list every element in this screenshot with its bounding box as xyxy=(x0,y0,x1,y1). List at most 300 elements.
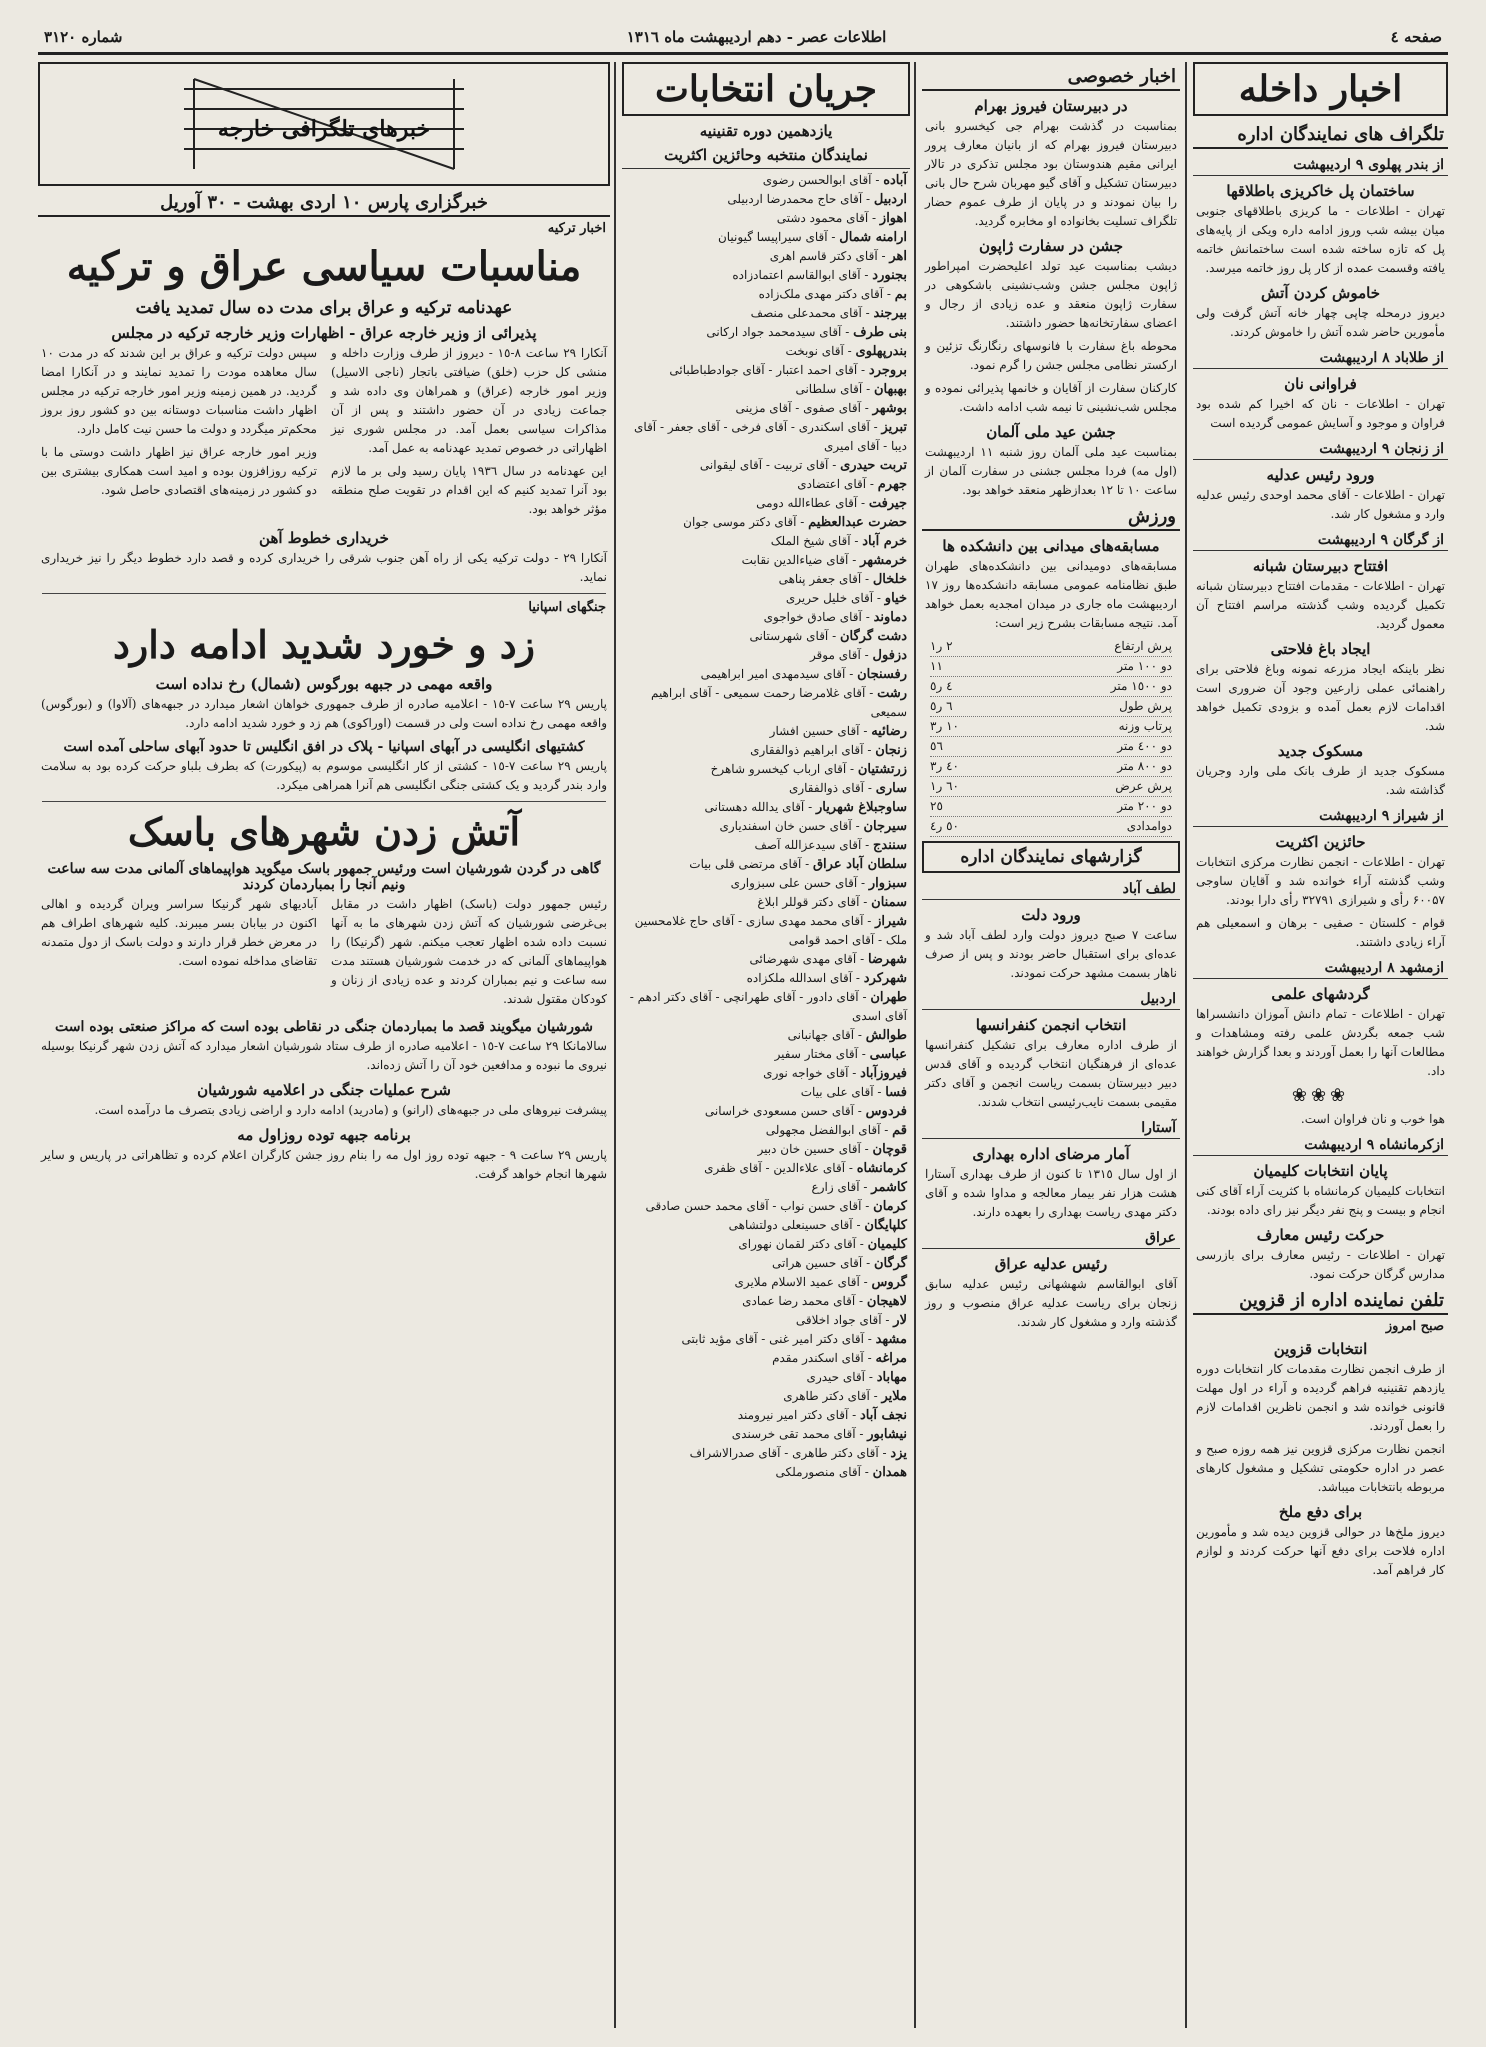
text-field-trips: تهران - اطلاعات - تمام دانش آموزان دانشسراها شب جمعه بگردش علمی رفته ومشاهدات و مطالعات آنها را بعمل آوردند و بعدا گزارش خواهند داد. xyxy=(1196,1007,1445,1078)
column-domestic-news xyxy=(1193,62,1448,2028)
headline-conference: انتخاب انجمن کنفرانسها xyxy=(975,1016,1127,1034)
candidate-name: آقای اسکندر مقدم xyxy=(772,1351,864,1365)
candidate-name: آقای جواد اخلاقی xyxy=(795,1313,882,1327)
candidate-entry: بروجرد - آقای احمد اعتبار - آقای جوادطباطبائی xyxy=(669,363,907,378)
city-ardabil: اردبیل xyxy=(922,989,1180,1010)
candidate-name: آقای حسین هراتی xyxy=(771,1256,863,1270)
candidate-name: آقای دکتر امیر غنی - آقای مؤید ثابتی xyxy=(681,1332,864,1346)
event-result: ٢٥ xyxy=(930,799,943,813)
subtitle-sport: ورزش xyxy=(922,504,1180,531)
constituency: آباده xyxy=(883,173,907,188)
dateline-pars: خبرگزاری پارس ١٠ اردی بهشت - ٣٠ آوریل xyxy=(38,190,610,217)
headline-field-trips: گردشهای علمی xyxy=(1271,985,1370,1003)
dateline-bandar-pahlavi: از بندر پهلوی ٩ اردیبهشت xyxy=(1193,155,1448,176)
candidate-name: آقای علاءالدین - آقای ظفری xyxy=(704,1161,846,1175)
column-rule xyxy=(1185,62,1187,2028)
issue-number: شماره ٣١٢٠ xyxy=(44,28,123,46)
column-foreign-news xyxy=(38,62,610,2028)
page-number: صفحه ٤ xyxy=(1390,28,1442,46)
sub-rebels: شورشیان میگویند قصد ما بمباردمان جنگی در نقاطی بوده است که مراکز صنعتی بوده است xyxy=(55,1019,593,1035)
candidate-name: آقای نوبخت xyxy=(785,344,844,358)
constituency: کلیمیان xyxy=(867,1237,907,1252)
candidate-name: آقای دکتر طاهری - آقای صدرالاشراف xyxy=(689,1446,879,1460)
event-name: دو ١٥٠٠ متر xyxy=(1110,679,1172,693)
candidate-entry: رفسنجان - آقای سیدمهدی امیر ابراهیمی xyxy=(700,667,907,682)
constituency: ساری xyxy=(875,781,907,796)
text-fire: دیروز درمحله چاپی چهار خانه آتش گرفت ولی مأمورین حاضر شده آتش را خاموش کردند. xyxy=(1196,306,1445,339)
candidate-entry: عباسی - آقای مختار سفیر xyxy=(774,1047,907,1062)
event-result: ١٠ ر٣ xyxy=(930,719,959,733)
headline-night-school: افتتاح دبیرستان شبانه xyxy=(1252,557,1389,575)
sub-may-day: برنامه جبهه توده روزاول مه xyxy=(237,1126,411,1144)
candidate-name: آقای حاج محمدرضا اردبیلی xyxy=(727,192,863,206)
constituency: سمنان xyxy=(871,895,907,910)
dateline-zanjan: از زنجان ٩ اردیبهشت xyxy=(1193,439,1448,460)
column-private-news xyxy=(922,62,1180,2028)
constituency: فسا xyxy=(885,1085,907,1100)
candidate-name: آقای سیراپیسا گیونیان xyxy=(717,230,828,244)
constituency: مهاباد xyxy=(876,1370,907,1385)
sub-treaty: عهدنامه ترکیه و عراق برای مدت ده سال تمدید یافت xyxy=(135,298,513,318)
constituency: خرمشهر xyxy=(860,553,907,568)
label-turkey-news: اخبار ترکیه xyxy=(547,221,606,236)
candidate-entry: مشهد - آقای دکتر امیر غنی - آقای مؤید ثابتی xyxy=(681,1332,907,1347)
candidate-entry: گروس - آقای عمید الاسلام ملایری xyxy=(734,1275,907,1290)
candidate-name: آقای سیدمحمد جواد ارکانی xyxy=(706,325,842,339)
paper-date: اطلاعات عصر - دهم اردیبهشت ماه ١٣١٦ xyxy=(626,28,887,46)
headline-fire: خاموش کردن آتش xyxy=(1261,284,1380,302)
event-result: ٢ ر١ xyxy=(930,639,953,653)
constituency: تربت حیدری xyxy=(840,458,907,473)
constituency: گروس xyxy=(871,1275,907,1290)
text-jewish-election: انتخابات کلیمیان کرمانشاه با کثریت آراء آقای کنی انجام و بیست و پنج نفر دیگر نیز رای داده بودند. xyxy=(1196,1184,1445,1217)
candidate-entry: قوچان - آقای حسین خان دبیر xyxy=(757,1142,907,1157)
candidate-entry: کاشمر - آقای زارع xyxy=(811,1180,907,1195)
candidate-name: آقای مهدی شهرضائی xyxy=(749,952,857,966)
candidate-name: آقای دادور - آقای طهرانچی - آقای دکتر ادهم - آقای اسدی xyxy=(629,990,907,1023)
candidate-entry: ساری - آقای ذوالفقاری xyxy=(788,781,907,796)
constituency: یزد xyxy=(890,1446,907,1461)
candidate-entry: خلخال - آقای جعفر پناهی xyxy=(778,572,907,587)
candidate-entry: مراغه - آقای اسکندر مقدم xyxy=(772,1351,907,1366)
text-justice-chief: تهران - اطلاعات - آقای محمد اوحدی رئیس عدلیه وارد و مشغول کار شد. xyxy=(1196,488,1445,521)
candidate-name: آقای ارباب کیخسرو شاهرخ xyxy=(710,762,847,776)
headline-arrival: ورود دلت xyxy=(1021,906,1081,924)
candidate-entry: زنجان - آقای ابراهیم ذوالفقاری xyxy=(750,743,907,758)
candidate-name: آقای مختار سفیر xyxy=(774,1047,858,1061)
candidate-name: آقای ابوالقاسم اعتمادزاده xyxy=(732,268,861,282)
candidate-name: آقای عطاءالله دومی xyxy=(756,496,858,510)
label-this-morning: صبح امروز xyxy=(1385,1319,1444,1334)
text-bread: تهران - اطلاعات - نان که اخیرا کم شده بود فراوان و موجود و آسایش عمومی گردیده است xyxy=(1196,397,1445,430)
result-row xyxy=(930,637,1172,657)
constituency: زرتشتیان xyxy=(857,762,907,777)
text-health-stats: از اول سال ١٣١٥ تا کنون از طرف بهداری آستارا هشت هزار نفر بیمار معالجه و مداوا شده و آقای دکتر مهدی ریاست بهداری را بعهده دارند. xyxy=(925,1167,1177,1219)
candidate-name: آقای موقر xyxy=(809,648,861,662)
result-row xyxy=(930,697,1172,717)
constituency: ملایر xyxy=(881,1389,907,1404)
constituency: فردوس xyxy=(865,1104,907,1119)
constituency: کرمان xyxy=(873,1199,907,1214)
candidate-entry: طوالش - آقای جهانبانی xyxy=(787,1028,907,1043)
results-table xyxy=(930,637,1172,837)
candidate-name: آقای دکتر مهدی ملک‌زاده xyxy=(758,287,884,301)
headline-fighting: زد و خورد شدید ادامه دارد xyxy=(113,622,535,667)
dateline-gorgan: از گرگان ٩ اردیبهشت xyxy=(1193,530,1448,551)
text-qazvin-election-2: انجمن نظارت مرکزی قزوین نیز همه روزه صبح و عصر در اداره حکومتی تشکیل و مشغول کارهای مربوطه بانتخابات میباشد. xyxy=(1196,1442,1445,1494)
candidate-name: آقای ذوالفقاری xyxy=(788,781,864,795)
event-name: پرش عرض xyxy=(1115,779,1172,793)
headline-majority: حائزین اکثریت xyxy=(1275,833,1366,851)
candidate-name: آقای ابوالحسن رضوی xyxy=(762,173,872,187)
candidate-entry: رشت - آقای غلامرضا رحمت سمیعی - آقای ابراهیم سمیعی xyxy=(650,686,907,719)
constituency: شهرکرد xyxy=(863,971,907,986)
candidate-entry: نیشابور - آقای محمد تقی خرسندی xyxy=(731,1427,907,1442)
text-fighting: پاریس ٢٩ ساعت ٧-١٥ - اعلامیه صادره از طرف جمهوری خواهان اشعار میدارد در جبهه‌های (آلاوا) و (بورگوس) واقعه مهمی رخ نداده است ولی در قسمت (اوراکوی) هم زد و خورد شدید ادامه دارد. xyxy=(41,696,607,730)
elections-subtitle-2: نمایندگان منتخبه وحائزین اکثریت xyxy=(622,146,910,169)
constituency: قم xyxy=(892,1123,907,1138)
candidate-name: آقای تربیت - آقای لیقوانی xyxy=(699,458,829,472)
dateline-shiraz: از شیراز ٩ اردیبهشت xyxy=(1193,806,1448,827)
candidate-entry: شیراز - آقای محمد مهدی سازی - آقای حاج غلامحسین ملک - آقای احمد قوامی xyxy=(634,914,907,947)
candidate-entry: شهرکرد - آقای اسدالله ملکزاده xyxy=(746,971,907,986)
headline-japan-embassy: جشن در سفارت ژاپون xyxy=(978,237,1124,255)
candidate-name: آقای شیخ الملک xyxy=(770,534,851,548)
candidate-entry: همدان - آقای منصورملکی xyxy=(775,1465,907,1480)
event-result: ٦٠ ر١ xyxy=(930,779,959,793)
constituency: دشت گرگان xyxy=(839,629,907,644)
candidate-name: آقای محمود دشتی xyxy=(776,211,869,225)
text-rebels: سالامانکا ٢٩ ساعت ٧-١٥ - اعلامیه صادره از طرف ستاد شورشیان اشعار میدارد که آتش زدن شهر گرنیکا بوسیله نیروی ما نبوده و مدافعین خود آن را آتش زده‌اند. xyxy=(41,1039,607,1072)
divider xyxy=(42,801,606,802)
constituency: نجف آباد xyxy=(860,1408,907,1423)
candidate-entry: طهران - آقای دادور - آقای طهرانچی - آقای دکتر ادهم - آقای اسدی xyxy=(629,990,907,1023)
constituency: رفسنجان xyxy=(857,667,907,682)
candidate-entry: کرمانشاه - آقای علاءالدین - آقای ظفری xyxy=(704,1161,907,1176)
text-turkey-d: وزیر امور خارجه عراق نیز اظهار داشت دوستی ما با ترکیه روزافزون بوده و امید است همکاری بیشتری بین دو کشور در زمینه‌های اقتصادی حاصل شود. xyxy=(41,445,317,497)
candidate-name: آقای زارع xyxy=(811,1180,860,1194)
result-row xyxy=(930,797,1172,817)
constituency: سبزوار xyxy=(868,876,907,891)
candidate-name: آقای محمد مهدی سازی - آقای حاج غلامحسین ملک - آقای احمد قوامی xyxy=(634,914,907,947)
basque-article-columns xyxy=(38,895,610,1013)
candidate-entry: آباده - آقای ابوالحسن رضوی xyxy=(762,173,907,188)
text-operations: پیشرفت نیروهای ملی در جبهه‌های (ارانو) و (مادرید) ادامه دارد و اراضی زیادی بتصرف ما درآمده است. xyxy=(94,1103,607,1117)
banner-text: خبرهای تلگرافی خارجه xyxy=(217,116,431,142)
sub-burgos: واقعه مهمی در جبهه بورگوس (شمال) رخ نداده است xyxy=(155,674,493,693)
text-conference: از طرف اداره معارف برای تشکیل کنفرانسها عده‌ای از فرهنگیان انتخاب گردیده و آقای قدس دبیر دبیرستان بسمت ریاست انجمن و آقای دکتر مقیمی بسمت نایب‌رئیسی انتخاب شدند. xyxy=(925,1038,1177,1109)
candidate-entry: اردبیل - آقای حاج محمدرضا اردبیلی xyxy=(727,192,907,207)
constituency: سلطان آباد عراق xyxy=(812,857,907,872)
candidate-name: آقای اسکندری - آقای فرخی - آقای جعفر - آقای دیبا - آقای امیری xyxy=(634,420,907,453)
divider xyxy=(42,593,606,594)
candidate-name: آقای حسن خان اسفندیاری xyxy=(719,819,852,833)
ornament-stars: ❀❀❀ xyxy=(1291,1085,1350,1106)
event-result: ٥٠ ر٤ xyxy=(930,819,959,833)
text-iraq-justice: آقای ابوالقاسم شهشهانی رئیس عدلیه سابق زنجان برای ریاست عدلیه عراق منصوب و روز گذشته وارد و مشغول کار شدند. xyxy=(925,1277,1177,1329)
candidate-name: آقای حسین افشار xyxy=(769,724,860,738)
headline-locusts: برای دفع ملخ xyxy=(1278,1503,1363,1521)
text-farm-garden: نظر باینکه ایجاد مزرعه نمونه وباغ فلاحتی برای راهنمائی عملی زارعین وجود آن ضروری است اقدامات لازم بعمل آمده و بزودی تکمیل خواهد شد. xyxy=(1196,662,1445,733)
candidate-name: آقای مرتضی قلی بیات xyxy=(689,857,802,871)
text-japan-embassy: دیشب بمناسبت عید تولد اعلیحضرت امپراطور ژاپون مجلس جشن وشب‌نشینی باشکوهی در سفارت ژاپون منعقد و عده زیادی از رجال و اعضای سفارتخانه‌ها حضور داشتند. xyxy=(925,259,1177,330)
event-name: پرتاب وزنه xyxy=(1118,719,1172,733)
event-name: دو ٢٠٠ متر xyxy=(1117,799,1172,813)
candidate-entry: جیرفت - آقای عطاءالله دومی xyxy=(756,496,907,511)
candidate-entry: سمنان - آقای دکتر قوللر ابلاغ xyxy=(757,895,907,910)
constituency: حضرت عبدالعظیم xyxy=(808,515,907,530)
candidate-entry: سیرجان - آقای حسن خان اسفندیاری xyxy=(719,819,907,834)
newspaper-page xyxy=(38,28,1448,2028)
candidate-entry: سنندج - آقای سیدعزالله آصف xyxy=(754,838,907,853)
candidate-entry: بندرپهلوی - آقای نوبخت xyxy=(785,344,907,359)
candidate-entry: حضرت عبدالعظیم - آقای دکتر موسی جوان xyxy=(683,515,907,530)
event-name: پرش ارتفاع xyxy=(1114,639,1172,653)
text-turkey-b: سپس دولت ترکیه و عراق بر این شدند که در مدت ۱۰ سال معاهده مودت را تمدید نمایند و در آنکارا امضا گردید. در همین زمینه وزیر امور خارجه ترکیه در مجلس اظهار داشت مناسبات دوستانه بین دو کشور روز بروز محکم‌تر میگردد و دولت ما حسن نیت کامل دارد. xyxy=(41,346,317,436)
candidate-name: آقای خلیل حریری xyxy=(785,591,874,605)
constituency: ساوجبلاغ شهریار xyxy=(815,800,907,815)
candidate-name: آقای جعفر پناهی xyxy=(778,572,862,586)
headline-education-chief: حرکت رئیس معارف xyxy=(1256,1226,1385,1244)
dateline-talabad: از طلاباد ٨ اردیبهشت xyxy=(1193,348,1448,369)
text-majority-2: قوام - کلستان - صفیی - برهان و اسمعیلی هم آراء زیادی داشتند. xyxy=(1196,916,1445,949)
constituency: فیروزآباد xyxy=(860,1066,907,1081)
candidate-name: آقای سیدمهدی امیر ابراهیمی xyxy=(700,667,846,681)
event-name: دو ١٠٠ متر xyxy=(1117,659,1172,673)
foreign-telegrams-banner xyxy=(38,62,610,186)
candidate-entry: بیرجند - آقای محمدعلی منصف xyxy=(750,306,907,321)
candidate-entry: اهر - آقای دکتر قاسم اهری xyxy=(769,249,907,264)
sub-reception: پذیرائی از وزیر خارجه عراق - اظهارات وزیر خارجه ترکیه در مجلس xyxy=(111,324,537,342)
text-japan-embassy-2: محوطه باغ سفارت با فانوسهای رنگارنگ تزئین و ارکستر نظامی مجلس جشن را گرم نمود. xyxy=(925,339,1177,372)
constituency: شیراز xyxy=(875,914,907,929)
constituency: خرم آباد xyxy=(862,534,907,549)
constituency: بم xyxy=(894,287,907,302)
sub-operations: شرح عملیات جنگی در اعلامیه شورشیان xyxy=(197,1081,451,1099)
candidate-name: آقای منصورملکی xyxy=(775,1465,861,1479)
event-result: ١١ xyxy=(930,659,943,673)
constituency: دماوند xyxy=(873,610,907,625)
headline-qazvin-election: انتخابات قزوین xyxy=(1273,1340,1368,1358)
section-title-domestic: اخبار داخله xyxy=(1193,62,1448,116)
turkey-article-columns xyxy=(38,344,610,523)
text-basque-a: رئیس جمهور دولت (باسک) اظهار داشت در مقابل بی‌غرضی شورشیان که آتش زدن شهرهای ما به آنها نسبت داده شده اظهار تعجب میکنم. شهر (گرنیکا) را هواپیماهای آلمانی که در خدمت شورشیان هستند مدت سه ساعت و نیم بمباران کردند و عده زیادی از زنان و کودکان مقتول شدند. xyxy=(331,897,607,1006)
constituency: بیرجند xyxy=(873,306,907,321)
result-row xyxy=(930,817,1172,837)
candidate-entry: تربت حیدری - آقای تربیت - آقای لیقوانی xyxy=(699,458,907,473)
constituency: نیشابور xyxy=(867,1427,907,1442)
headline-new-coins: مسکوک جدید xyxy=(1277,742,1364,760)
candidate-name: آقای خواجه نوری xyxy=(763,1066,849,1080)
constituency: لار xyxy=(893,1313,907,1328)
candidate-entry: فردوس - آقای حسن مسعودی خراسانی xyxy=(704,1104,907,1119)
candidate-name: آقای سیدعزالله آصف xyxy=(754,838,862,852)
candidate-name: آقای دکتر موسی جوان xyxy=(683,515,797,529)
text-may-day: پاریس ٢٩ ساعت ٩ - جبهه توده روز اول مه را بنام روز جشن کارگران اعلام کرده و تظاهراتی در پاریس و سایر شهرها انجام خواهد گرفت. xyxy=(41,1148,607,1181)
candidate-name: آقای محمد رضا عمادی xyxy=(742,1294,856,1308)
candidate-entry: کلپایگان - آقای حسینعلی دولتشاهی xyxy=(728,1218,907,1233)
candidate-name: آقای ضیاءالدین نقابت xyxy=(741,553,849,567)
result-row xyxy=(930,737,1172,757)
constituency: سنندج xyxy=(873,838,907,853)
result-row xyxy=(930,757,1172,777)
constituency: بجنورد xyxy=(872,268,907,283)
candidate-entry: دشت گرگان - آقای شهرستانی xyxy=(749,629,907,644)
constituency: لاهیجان xyxy=(866,1294,907,1309)
headline-jewish-election: پایان انتخابات کلیمیان xyxy=(1253,1162,1388,1180)
headline-health-stats: آمار مرضای اداره بهداری xyxy=(972,1145,1130,1163)
constituency: بهبهان xyxy=(873,382,907,397)
candidate-name: آقای جهانبانی xyxy=(787,1028,855,1042)
event-name: دو ٤٠٠ متر xyxy=(1117,739,1172,753)
constituency: جیرفت xyxy=(868,496,907,511)
constituency: خیاو xyxy=(884,591,907,606)
candidate-name: آقای ابراهیم ذوالفقاری xyxy=(750,743,864,757)
text-weather: هوا خوب و نان فراوان است. xyxy=(1300,1112,1445,1126)
city-lotfabad: لطف آباد xyxy=(922,879,1180,900)
candidate-entry: سبزوار - آقای حسن علی سبزواری xyxy=(730,876,907,891)
headline-track-meet: مسابقه‌های میدانی بین دانشکده ها xyxy=(942,537,1160,555)
text-turkey-c: این عهدنامه در سال ١٩٣٦ پایان رسید ولی بر ما لازم بود آنرا تمدید کنیم که این اقدام در تقویت صلح منطقه مؤثر خواهد بود. xyxy=(331,464,607,516)
constituency: کرمانشاه xyxy=(856,1161,907,1176)
candidate-entry: بجنورد - آقای ابوالقاسم اعتمادزاده xyxy=(732,268,907,283)
constituency: ارامنه شمال xyxy=(839,230,907,245)
constituency: طوالش xyxy=(865,1028,907,1043)
text-british-ships: پاریس ٢٩ ساعت ٧-١٥ - کشتی از کار انگلیسی موسوم به (پیکورت) که بطرف بلباو حرکت کرده بود به سلامت وارد بندر گردید و یک کشتی جنگی انگلیسی هم آنرا همراهی میکرد. xyxy=(41,758,607,792)
candidate-entry: لار - آقای جواد اخلاقی xyxy=(795,1313,907,1328)
headline-farm-garden: ایجاد باغ فلاحتی xyxy=(1270,640,1371,658)
constituency: قوچان xyxy=(872,1142,907,1157)
result-row xyxy=(930,717,1172,737)
constituency: اهر xyxy=(889,249,907,264)
text-firuz-bahram: بمناسبت در گذشت بهرام جی کیخسرو بانی دبیرستان فیروز بهرام که از بانیان معارف پرور ایرانی مقیم هندوستان بود مجلس تذکری در تالار دبیرستان تشکیل و آقای گیو مهربان شرح حال بانی را بیان نمودند و در پایان از طرف عموم حضار تلگراف تسلیت بخانواده او مخابره گردید. xyxy=(925,119,1177,228)
headline-justice-chief: ورود رئیس عدلیه xyxy=(1266,466,1375,484)
candidate-name: آقای عمید الاسلام ملایری xyxy=(734,1275,860,1289)
headline-iraq-turkey: مناسبات سیاسی عراق و ترکیه xyxy=(66,243,582,290)
constituency: مراغه xyxy=(875,1351,907,1366)
elections-subtitle-1: یازدهمین دوره تقنینیه xyxy=(699,122,833,140)
constituency: بندرپهلوی xyxy=(855,344,907,359)
text-basque-b: آبادیهای شهر گرنیکا سراسر ویران گردیده و اهالی اکنون در بیابان بسر میبرند. کلیه شهرهای اطراف هم در معرض خطر قرار دارند و دولت باسک از دول متمدنه تقاضای مداخله نموده است. xyxy=(41,897,317,968)
headline-bread: فراوانی نان xyxy=(1284,375,1357,393)
event-name: دوامدادی xyxy=(1126,819,1172,833)
result-row xyxy=(930,657,1172,677)
candidate-entry: ارامنه شمال - آقای سیراپیسا گیونیان xyxy=(717,230,907,245)
candidate-name: آقای اسدالله ملکزاده xyxy=(746,971,853,985)
candidate-entry: زرتشتیان - آقای ارباب کیخسرو شاهرخ xyxy=(710,762,907,777)
candidate-entry: جهرم - آقای اعتضادی xyxy=(797,477,907,492)
headline-railways: خریداری خطوط آهن xyxy=(259,529,389,547)
constituency: تبریز xyxy=(881,420,907,435)
candidate-name: آقای شهرستانی xyxy=(749,629,829,643)
candidate-entry: بنی طرف - آقای سیدمحمد جواد ارکانی xyxy=(706,325,907,340)
subtitle-reports: گزارشهای نمایندگان اداره xyxy=(922,841,1180,873)
text-track-meet: مسابقه‌های دومیدانی بین دانشکده‌های طهران طبق نظامنامه عمومی مسابقه دانشکده‌ها روز ۱۷ اردیبهشت ماه جاری در میدان امجدیه بعمل خواهد آمد. نتیجه مسابقات بشرح زیر است: xyxy=(925,559,1177,630)
subtitle-private-news: اخبار خصوصی xyxy=(922,64,1180,91)
candidate-entry: دماوند - آقای صادق خواجوی xyxy=(763,610,907,625)
candidate-name: آقای محمدعلی منصف xyxy=(750,306,862,320)
sub-british-ships: کشتیهای انگلیسی در آبهای اسپانیا - پلاک در افق انگلیس تا حدود آبهای ساحلی آمده است xyxy=(63,738,585,755)
candidate-name: آقای حسینعلی دولتشاهی xyxy=(728,1218,853,1232)
text-night-school: تهران - اطلاعات - مقدمات افتتاح دبیرستان شبانه تکمیل گردیده وشب گذشته مراسم افتتاح آن معمول گردید. xyxy=(1196,579,1445,631)
subtitle-telegrams: تلگراف های نمایندگان اداره xyxy=(1193,122,1448,149)
candidate-name: آقای دکتر قوللر ابلاغ xyxy=(757,895,860,909)
candidate-name: آقای حیدری xyxy=(806,1370,866,1384)
subtitle-qazvin-phone: تلفن نماینده اداره از قزوین xyxy=(1193,1288,1448,1315)
event-result: ٥٦ xyxy=(930,739,943,753)
candidate-name: آقای یدالله دهستانی xyxy=(704,800,805,814)
constituency: بوشهر xyxy=(872,401,907,416)
constituency: اردبیل xyxy=(873,192,907,207)
headline-iraq-justice: رئیس عدلیه عراق xyxy=(994,1255,1108,1273)
constituency: رشت xyxy=(877,686,907,701)
candidate-name: آقای دکتر لقمان نهورای xyxy=(738,1237,856,1251)
candidate-name: آقای صفوی - آقای مزینی xyxy=(735,401,861,415)
candidate-entry: بوشهر - آقای صفوی - آقای مزینی xyxy=(735,401,907,416)
candidate-list xyxy=(622,171,910,1482)
candidate-name: آقای اعتضادی xyxy=(797,477,867,491)
candidate-entry: گرگان - آقای حسین هراتی xyxy=(771,1256,907,1271)
section-title-elections: جریان انتخابات xyxy=(622,62,910,116)
candidate-entry: ساوجبلاغ شهریار - آقای یدالله دهستانی xyxy=(704,800,907,815)
constituency: شهرضا xyxy=(867,952,907,967)
headline-bridge: ساختمان پل خاکریزی باطلاقها xyxy=(1226,182,1415,200)
candidate-name: آقای سلطانی xyxy=(795,382,863,396)
sub-basque: گاهی در گردن شورشیان است ورئیس جمهور باسک میگوید هواپیماهای آلمانی مدت سه ساعت ونیم آنجا را بمباردمان کردند xyxy=(47,861,601,893)
candidate-entry: رضائیه - آقای حسین افشار xyxy=(769,724,907,739)
constituency: زنجان xyxy=(875,743,907,758)
candidate-entry: خرم آباد - آقای شیخ الملک xyxy=(770,534,907,549)
candidate-entry: فسا - آقای علی بیات xyxy=(800,1085,907,1100)
text-japan-embassy-3: کارکنان سفارت از آقایان و خانمها پذیرائی نموده و مجلس شب‌نشینی تا نیمه شب ادامه داشت. xyxy=(925,381,1177,414)
candidate-name: آقای ابوالفضل مجهولی xyxy=(765,1123,881,1137)
candidate-name: آقای دکتر امیر نیرومند xyxy=(737,1408,849,1422)
constituency: مشهد xyxy=(875,1332,907,1347)
text-arrival: ساعت ٧ صبح دیروز دولت وارد لطف آباد شد و عده‌ای برای استقبال حاضر بودند و پس از صرف ناهار بسمت مشهد حرکت نمودند. xyxy=(925,928,1177,980)
telegraph-wires-icon xyxy=(174,74,474,174)
candidate-entry: بم - آقای دکتر مهدی ملک‌زاده xyxy=(758,287,907,302)
candidate-name: آقای صادق خواجوی xyxy=(763,610,862,624)
candidate-entry: دزفول - آقای موقر xyxy=(809,648,907,663)
constituency: بروجرد xyxy=(868,363,907,378)
column-elections xyxy=(622,62,910,2028)
candidate-entry: بهبهان - آقای سلطانی xyxy=(795,382,907,397)
result-row xyxy=(930,677,1172,697)
constituency: گرگان xyxy=(873,1256,907,1271)
text-railways: آنکارا ٢٩ - دولت ترکیه یکی از راه آهن جنوب شرقی را خریداری کرده و قصد دارد خطوط دیگر را نیز خریداری نماید. xyxy=(41,551,608,584)
constituency: سیرجان xyxy=(863,819,907,834)
result-row xyxy=(930,777,1172,797)
candidate-entry: خرمشهر - آقای ضیاءالدین نقابت xyxy=(741,553,907,568)
text-majority: تهران - اطلاعات - انجمن نظارت مرکزی انتخابات وشب گذشته آراء خوانده شد و آقایان ساوجی ۶۰۰۵۷ رأی و شیرازی ۳۲۷۹۱ رأی دارا بودند. xyxy=(1196,855,1445,907)
dateline-kermanshah: ازکرمانشاه ٩ اردیبهشت xyxy=(1193,1135,1448,1156)
running-header xyxy=(38,28,1448,55)
candidate-name: آقای حسن علی سبزواری xyxy=(730,876,858,890)
candidate-name: آقای احمد اعتبار - آقای جوادطباطبائی xyxy=(669,363,858,377)
candidate-entry: لاهیجان - آقای محمد رضا عمادی xyxy=(742,1294,907,1309)
candidate-name: آقای غلامرضا رحمت سمیعی - آقای ابراهیم سمیعی xyxy=(650,686,907,719)
event-result: ٤ ر٥ xyxy=(930,679,953,693)
headline-basque-fire: آتش زدن شهرهای باسک xyxy=(127,808,521,854)
candidate-entry: قم - آقای ابوالفضل مجهولی xyxy=(765,1123,907,1138)
constituency: جهرم xyxy=(877,477,907,492)
constituency: کاشمر xyxy=(871,1180,907,1195)
column-rule xyxy=(914,62,916,2028)
candidate-entry: شهرضا - آقای مهدی شهرضائی xyxy=(749,952,907,967)
event-name: دو ٨٠٠ متر xyxy=(1117,759,1172,773)
constituency: بنی طرف xyxy=(853,325,907,340)
constituency: اهواز xyxy=(879,211,907,226)
